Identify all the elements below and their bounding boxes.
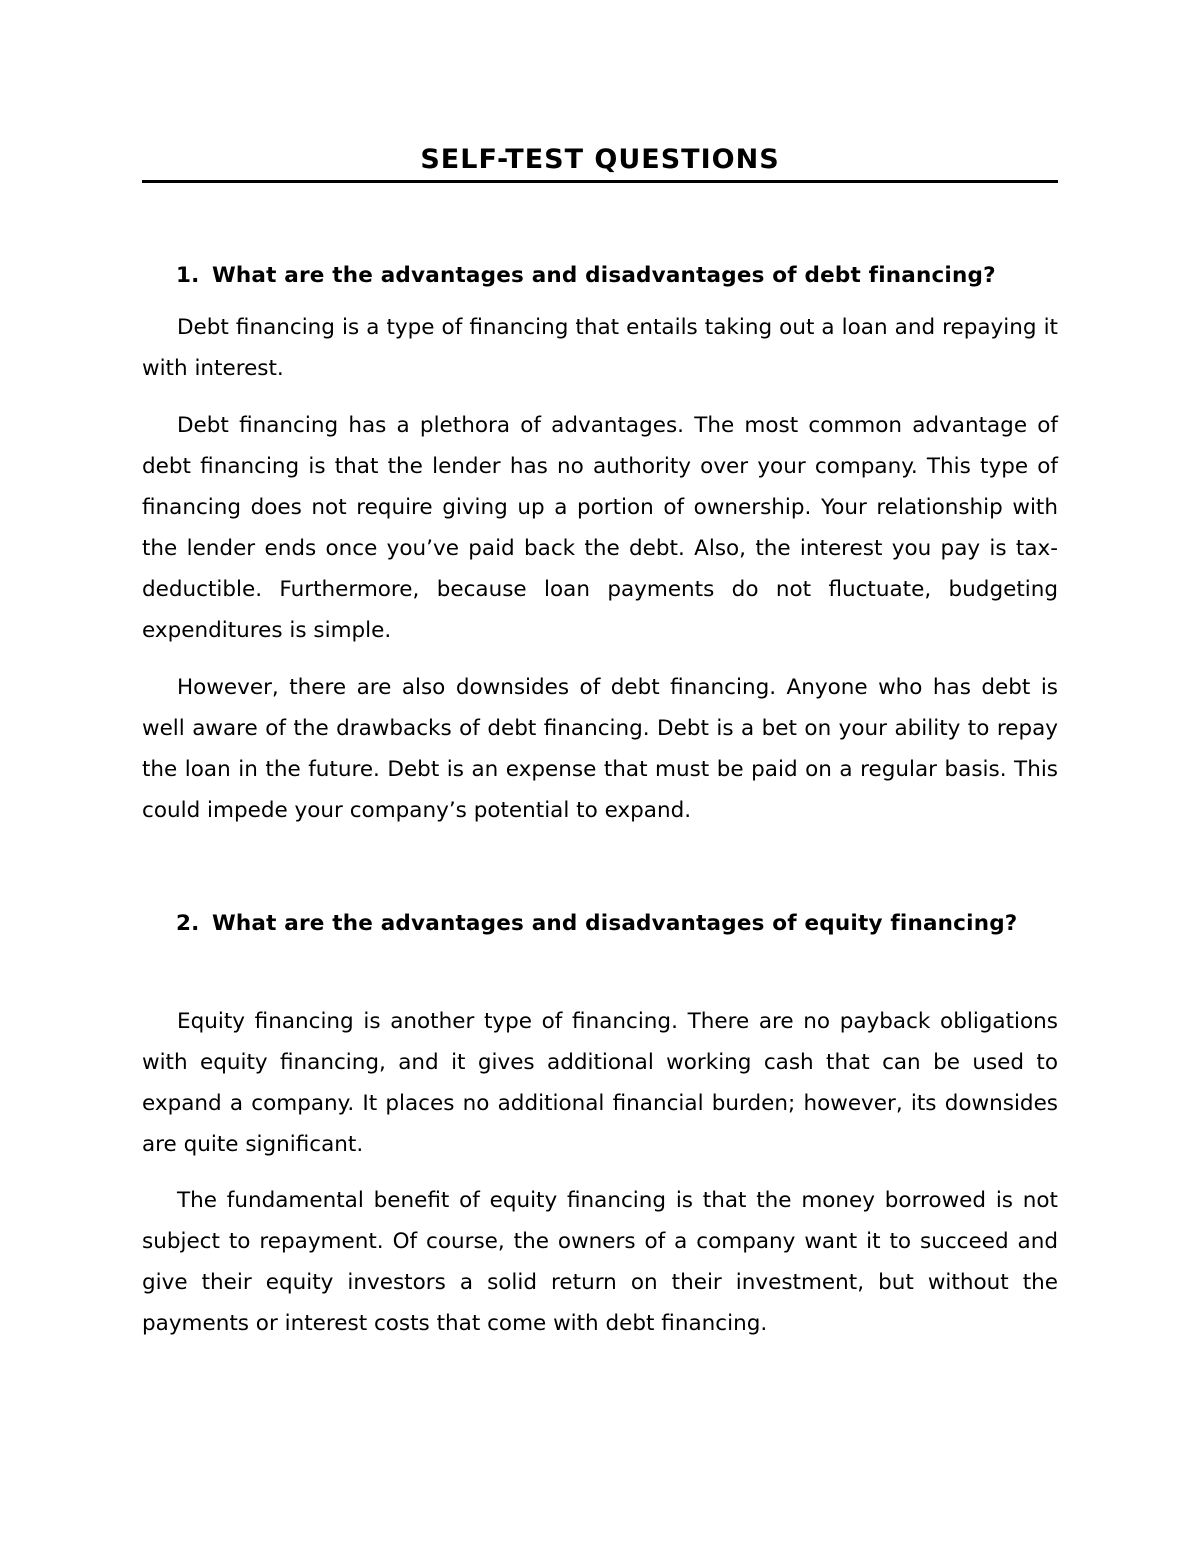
question-1-text: What are the advantages and disadvantages of debt financing?	[212, 263, 996, 288]
q1-paragraph-2: Debt financing has a plethora of advantages. The most common advantage of debt financing is that the lender has no authority over your company. This type of financing does not require giving up a portion of ownership. Your relationship with the lender ends once you’ve paid back the debt. Also, the interest you pay is tax-deductible. Furthermore, because loan payments do not fluctuate, budgeting expenditures is simple.	[142, 413, 1058, 643]
title-underline	[142, 180, 1058, 183]
question-2-text: What are the advantages and disadvantages of equity financing?	[212, 911, 1018, 936]
question-2-heading	[142, 903, 1058, 944]
q2-paragraph-2: The fundamental benefit of equity financing is that the money borrowed is not subject to repayment. Of course, the owners of a company want it to succeed and give their equity investors a solid return on their investment, but without the payments or interest costs that come with debt financing.	[142, 1188, 1058, 1336]
q1-paragraph-3: However, there are also downsides of debt financing. Anyone who has debt is well aware of the drawbacks of debt financing. Debt is a bet on your ability to repay the loan in the future. Debt is an expense that must be paid on a regular basis. This could impede your company’s potential to expand.	[142, 675, 1058, 823]
page-title: SELF-TEST QUESTIONS	[420, 144, 780, 175]
q1-paragraph-1: Debt financing is a type of financing that entails taking out a loan and repaying it with interest.	[142, 315, 1058, 381]
question-1-heading	[142, 255, 1058, 296]
question-1-number: 1.	[176, 263, 200, 288]
q2-paragraph-1: Equity financing is another type of financing. There are no payback obligations with equity financing, and it gives additional working cash that can be used to expand a company. It places no additional financial burden; however, its downsides are quite significant.	[142, 1009, 1058, 1157]
question-2-number: 2.	[176, 911, 200, 936]
